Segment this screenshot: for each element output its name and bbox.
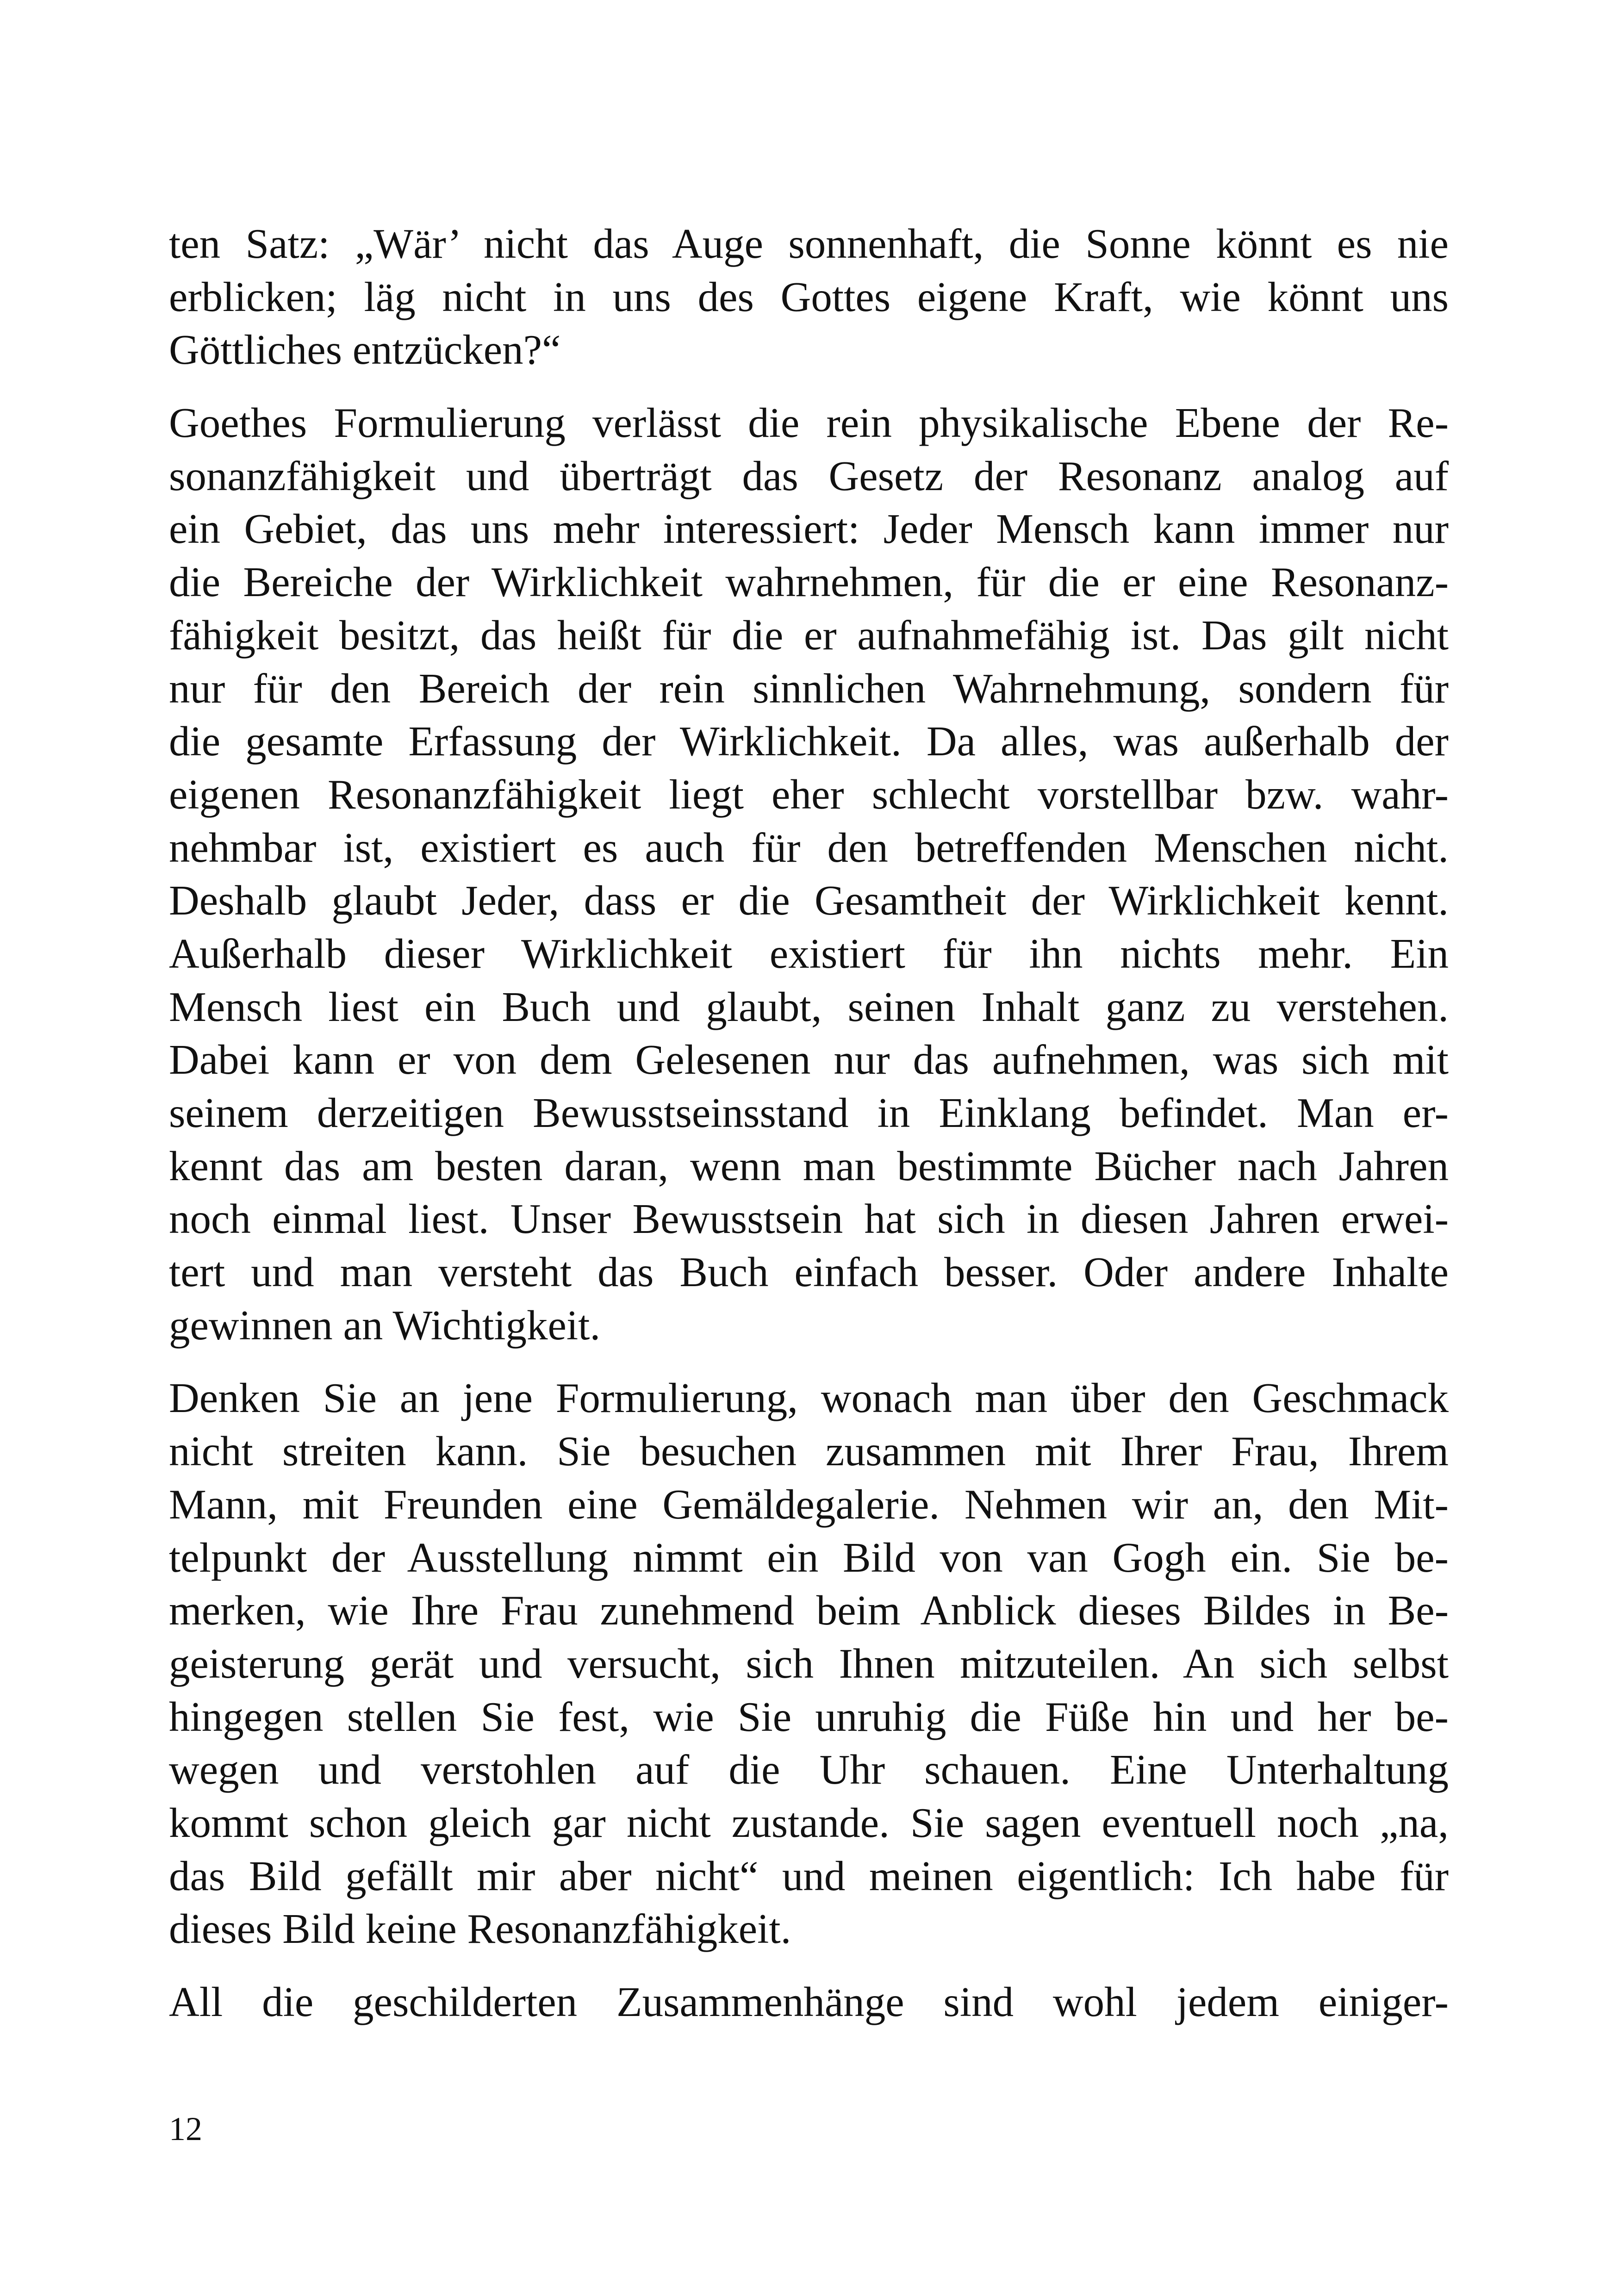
- text-line: Mensch liest ein Buch und glaubt, seinen Inhalt ganz zu verstehen.: [169, 983, 1449, 1030]
- paragraph-spacing: [169, 1956, 1449, 1976]
- text-line: seinem derzeitigen Bewusstseinsstand in Einklang befindet. Man er-: [169, 1089, 1449, 1136]
- text-line: ten Satz: „Wär’ nicht das Auge sonnenhaft, die Sonne könnt es nie: [169, 220, 1449, 267]
- text-line: kommt schon gleich gar nicht zustande. Sie sagen eventuell noch „na,: [169, 1799, 1449, 1846]
- text-line: geisterung gerät und versucht, sich Ihnen mitzuteilen. An sich selbst: [169, 1640, 1449, 1687]
- text-line: sonanzfähigkeit und überträgt das Gesetz der Resonanz analog auf: [169, 452, 1449, 499]
- text-line: merken, wie Ihre Frau zunehmend beim Anblick dieses Bildes in Be-: [169, 1587, 1449, 1634]
- text-line: das Bild gefällt mir aber nicht“ und meinen eigentlich: Ich habe für: [169, 1852, 1449, 1899]
- text-line: Mann, mit Freunden eine Gemäldegalerie. Nehmen wir an, den Mit-: [169, 1481, 1449, 1528]
- text-line: dieses Bild keine Resonanzfähigkeit.: [169, 1905, 791, 1953]
- text-line: nicht streiten kann. Sie besuchen zusammen mit Ihrer Frau, Ihrem: [169, 1428, 1449, 1475]
- page-number: 12: [169, 2110, 202, 2147]
- text-line: wegen und verstohlen auf die Uhr schauen. Eine Unterhaltung: [169, 1746, 1449, 1793]
- text-line: nehmbar ist, existiert es auch für den betreffenden Menschen nicht.: [169, 824, 1449, 871]
- text-line: hingegen stellen Sie fest, wie Sie unruhig die Füße hin und her be-: [169, 1693, 1449, 1740]
- paragraph-4: [169, 1976, 1449, 2029]
- text-line: gewinnen an Wichtigkeit.: [169, 1301, 601, 1349]
- text-line: noch einmal liest. Unser Bewusstsein hat sich in diesen Jahren erwei-: [169, 1195, 1449, 1243]
- text-line: tert und man versteht das Buch einfach besser. Oder andere Inhalte: [169, 1249, 1449, 1296]
- text-line: Dabei kann er von dem Gelesenen nur das aufnehmen, was sich mit: [169, 1036, 1449, 1083]
- text-line: erblicken; läg nicht in uns des Gottes eigene Kraft, wie könnt uns: [169, 273, 1449, 320]
- text-line: nur für den Bereich der rein sinnlichen Wahrnehmung, sondern für: [169, 665, 1449, 712]
- text-line: Denken Sie an jene Formulierung, wonach man über den Geschmack: [169, 1375, 1449, 1422]
- text-line: ein Gebiet, das uns mehr interessiert: Jeder Mensch kann immer nur: [169, 505, 1449, 553]
- text-line: Deshalb glaubt Jeder, dass er die Gesamtheit der Wirklichkeit kennt.: [169, 877, 1449, 924]
- text-line: die Bereiche der Wirklichkeit wahrnehmen, für die er eine Resonanz-: [169, 559, 1449, 606]
- paragraph-spacing: [169, 377, 1449, 397]
- paragraph-spacing: [169, 1352, 1449, 1372]
- text-line: All die geschilderten Zusammenhänge sind wohl jedem einiger-: [169, 1979, 1449, 2025]
- paragraph-1: [169, 218, 1449, 377]
- text-line: Außerhalb dieser Wirklichkeit existiert für ihn nichts mehr. Ein: [169, 930, 1449, 977]
- text-line: Goethes Formulierung verlässt die rein physikalische Ebene der Re-: [169, 399, 1449, 447]
- text-line: die gesamte Erfassung der Wirklichkeit. Da alles, was außerhalb der: [169, 718, 1449, 765]
- text-line: Göttliches entzücken?“: [169, 326, 561, 373]
- paragraph-2: [169, 397, 1449, 1352]
- text-line: eigenen Resonanzfähigkeit liegt eher schlecht vorstellbar bzw. wahr-: [169, 771, 1449, 818]
- paragraph-3: [169, 1372, 1449, 1956]
- text-line: telpunkt der Ausstellung nimmt ein Bild von van Gogh ein. Sie be-: [169, 1534, 1449, 1581]
- text-line: kennt das am besten daran, wenn man bestimmte Bücher nach Jahren: [169, 1142, 1449, 1189]
- body-text: [169, 218, 1449, 2029]
- text-line: fähigkeit besitzt, das heißt für die er aufnahmefähig ist. Das gilt nicht: [169, 611, 1449, 659]
